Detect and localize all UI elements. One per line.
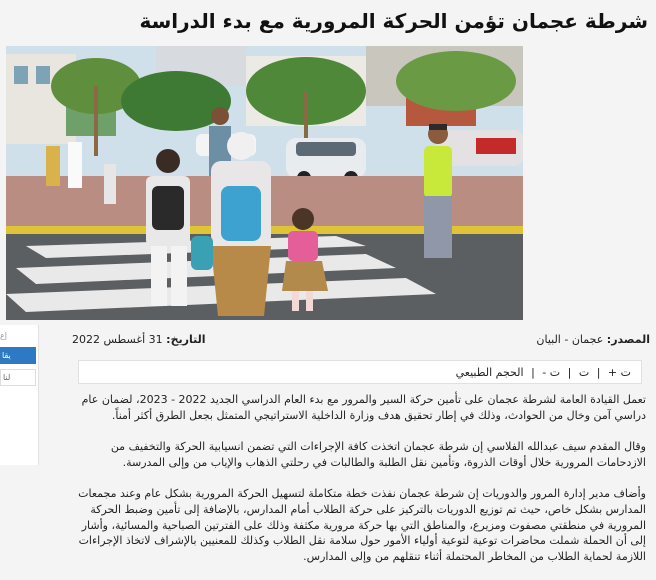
article-body: [78, 392, 646, 580]
reset-text-button[interactable]: ت: [578, 366, 590, 379]
sidebar-item[interactable]: لنا: [0, 369, 36, 386]
sidebar-fragment: [0, 325, 39, 465]
date-value: 31 أغسطس 2022: [72, 333, 163, 346]
text-size-toolbar: [78, 360, 642, 384]
source-info: [536, 330, 650, 350]
article-paragraph: وقال المقدم سيف عبدالله الفلاسي إن شرطة عجمان اتخذت كافة الإجراءات التي تضمن انسيابية الحركة والتخفيف من الازدحامات المرورية خلال أوقات الذروة، وتأمين نقل الطلبة والطالبات في رحلتي الذهاب والإياب من وإلى المدرسة.: [110, 440, 646, 469]
article-photo: [6, 46, 523, 320]
source-value: عجمان - البيان: [536, 333, 604, 346]
date-info: [72, 330, 205, 350]
article-paragraph: وأضاف مدير إدارة المرور والدوريات إن شرطة عجمان نفذت خطة متكاملة لتسهيل الحركة المرورية بشكل عام وعند مجمعات المدارس بشكل خاص، حيث تم توزيع الدوريات بالتركيز على حركة الطلاب أمام المدارس، بالإضافة إلى تأمين وضبط الحركة المرورية في منطقتي مصفوت ومزيرع، والمناطق التي بها حركة مرورية مكثفة وذلك على الفترتين الصباحية والمسائية، وأشار إلى أن الحملة شملت محاضرات توعية لتوعية أولياء الأمور حول سلامة نقل الطلاب وكذلك للمعنيين بالإشراف لاتخاذ الإجراءات اللازمة لحماية الطلاب من المخاطر المحتملة أثناء تنقلهم من وإلى المدارس.: [78, 487, 646, 563]
decrease-text-button[interactable]: ت -: [542, 366, 561, 379]
source-label: المصدر:: [606, 333, 650, 346]
sidebar-button[interactable]: يقا: [0, 347, 36, 364]
article-paragraph: تعمل القيادة العامة لشرطة عجمان على تأمين حركة السير والمرور مع بدء العام الدراسي الجديد 2022 - 2023، لضمان عام دراسي آمن وخال من الحوادث، وذلك في إطار تحقيق هدف وزارة الداخلية الاستراتيجي المتمثل بجعل الطرق أكثر أمناً.: [81, 393, 646, 422]
increase-text-button[interactable]: ت +: [607, 366, 631, 379]
toolbar-separator: |: [567, 366, 572, 379]
article-title: شرطة عجمان تؤمن الحركة المرورية مع بدء الدراسة: [139, 9, 648, 33]
toolbar-separator: |: [531, 366, 535, 379]
sidebar-top-text: إع: [0, 331, 7, 340]
natural-size-button[interactable]: الحجم الطبيعي: [455, 366, 524, 379]
article-meta: [72, 330, 650, 350]
toolbar-separator: |: [596, 366, 601, 379]
date-label: التاريخ:: [166, 333, 206, 346]
